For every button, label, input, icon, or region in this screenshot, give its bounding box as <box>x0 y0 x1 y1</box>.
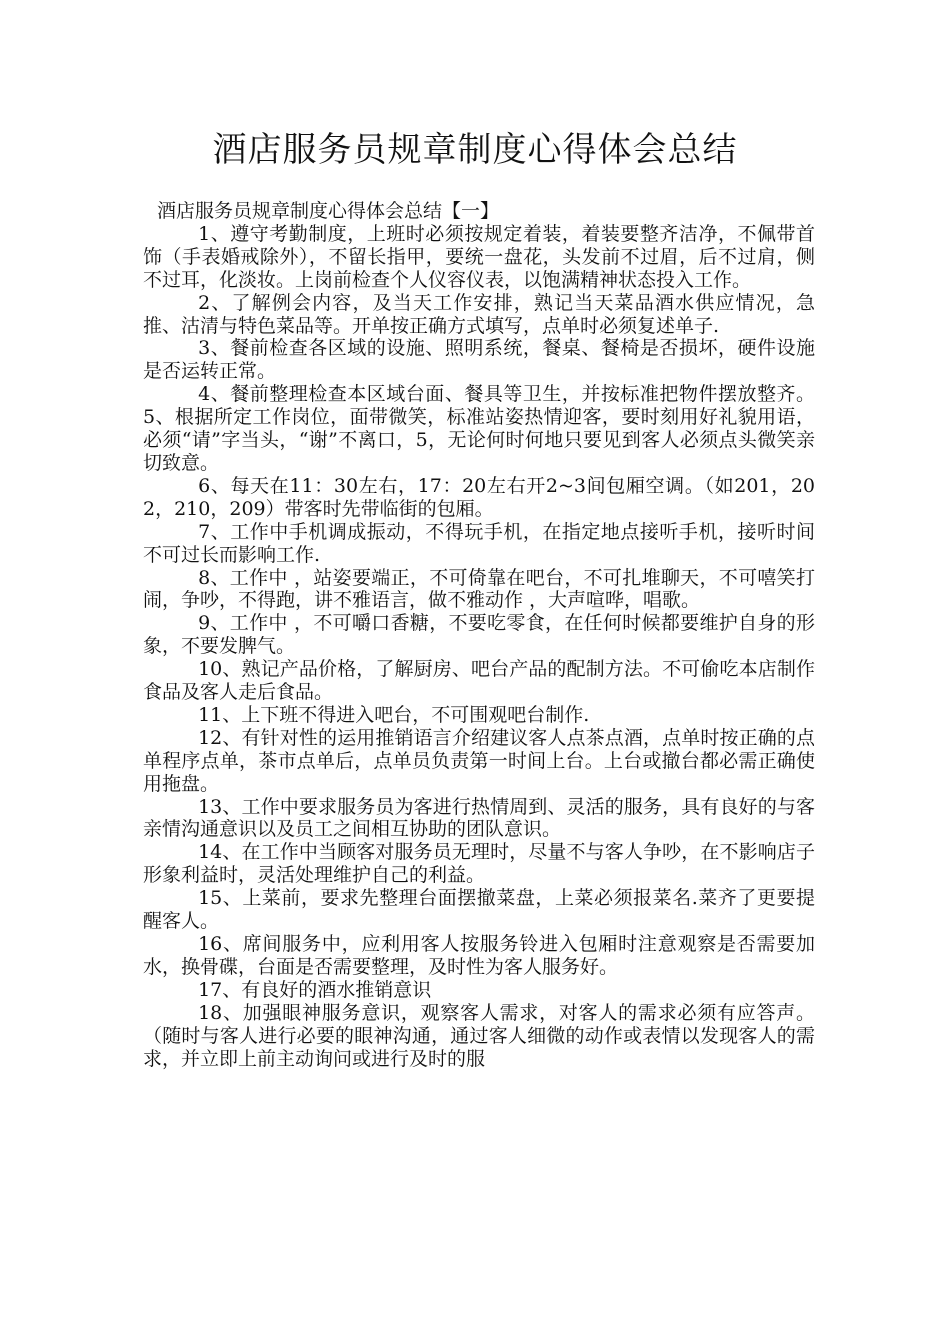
paragraph-2: 2、了解例会内容，及当天工作安排，熟记当天菜品酒水供应情况，急推、沽清与特色菜品等。开单按正确方式填写，点单时必须复述单子. <box>143 291 815 337</box>
paragraph-14: 14、在工作中当顾客对服务员无理时，尽量不与客人争吵，在不影响店子形象利益时，灵活处理维护自己的利益。 <box>143 841 815 887</box>
paragraph-1: 1、遵守考勤制度，上班时必须按规定着装，着装要整齐洁净，不佩带首饰（手表婚戒除外），不留长指甲，要统一盘花，头发前不过眉，后不过肩，侧不过耳，化淡妆。上岗前检查个人仪容仪表，以饱满精神状态投入工作。 <box>143 222 815 291</box>
section-heading: 酒店服务员规章制度心得体会总结【一】 <box>157 200 500 222</box>
paragraph-18: 18、加强眼神服务意识，观察客人需求，对客人的需求必须有应答声。（随时与客人进行必要的眼神沟通，通过客人细微的动作或表情以发现客人的需求，并立即上前主动询问或进行及时的服 <box>143 1001 815 1070</box>
paragraph-6: 6、每天在11：30左右，17：20左右开2~3间包厢空调。（如201，202，210，209）带客时先带临街的包厢。 <box>143 474 815 520</box>
paragraph-15: 15、上菜前，要求先整理台面摆撤菜盘，上菜必须报菜名.菜齐了更要提醒客人。 <box>143 887 815 933</box>
document-title: 酒店服务员规章制度心得体会总结 <box>212 130 738 170</box>
paragraph-4: 4、餐前整理检查本区域台面、餐具等卫生，并按标准把物件摆放整齐。5、根据所定工作岗位，面带微笑，标准站姿热情迎客，要时刻用好礼貌用语，必须“请”字当头，“谢”不离口，5，无论何时何地只要见到客人必须点头微笑亲切致意。 <box>143 383 815 474</box>
paragraph-16: 16、席间服务中，应利用客人按服务铃进入包厢时注意观察是否需要加水，换骨碟，台面是否需要整理，及时性为客人服务好。 <box>143 933 815 978</box>
paragraph-11: 11、上下班不得进入吧台，不可围观吧台制作. <box>198 703 590 726</box>
paragraph-17: 17、有良好的酒水推销意识 <box>198 978 432 1001</box>
document-body <box>143 200 815 1070</box>
paragraph-12: 12、有针对性的运用推销语言介绍建议客人点茶点酒，点单时按正确的点单程序点单，茶市点单后，点单员负责第一时间上台。上台或撤台都必需正确使用拖盘。 <box>143 726 815 795</box>
paragraph-8: 8、工作中 ，站姿要端正，不可倚靠在吧台，不可扎堆聊天，不可嘻笑打闹，争吵，不得跑，讲不雅语言，做不雅动作 ，大声喧哗，唱歌。 <box>143 566 815 612</box>
paragraph-13: 13、工作中要求服务员为客进行热情周到、灵活的服务，具有良好的与客亲情沟通意识以及员工之间相互协助的团队意识。 <box>143 795 815 841</box>
paragraph-9: 9、工作中 ，不可嚼口香糖，不要吃零食，在任何时候都要维护自身的形象，不要发脾气。 <box>143 612 815 658</box>
paragraph-3: 3、餐前检查各区域的设施、照明系统，餐桌、餐椅是否损坏，硬件设施是否运转正常。 <box>143 337 815 383</box>
paragraph-7: 7、工作中手机调成振动，不得玩手机，在指定地点接听手机，接听时间不可过长而影响工作. <box>143 520 815 566</box>
paragraph-10: 10、熟记产品价格，了解厨房、吧台产品的配制方法。不可偷吃本店制作食品及客人走后食品。 <box>143 658 815 704</box>
